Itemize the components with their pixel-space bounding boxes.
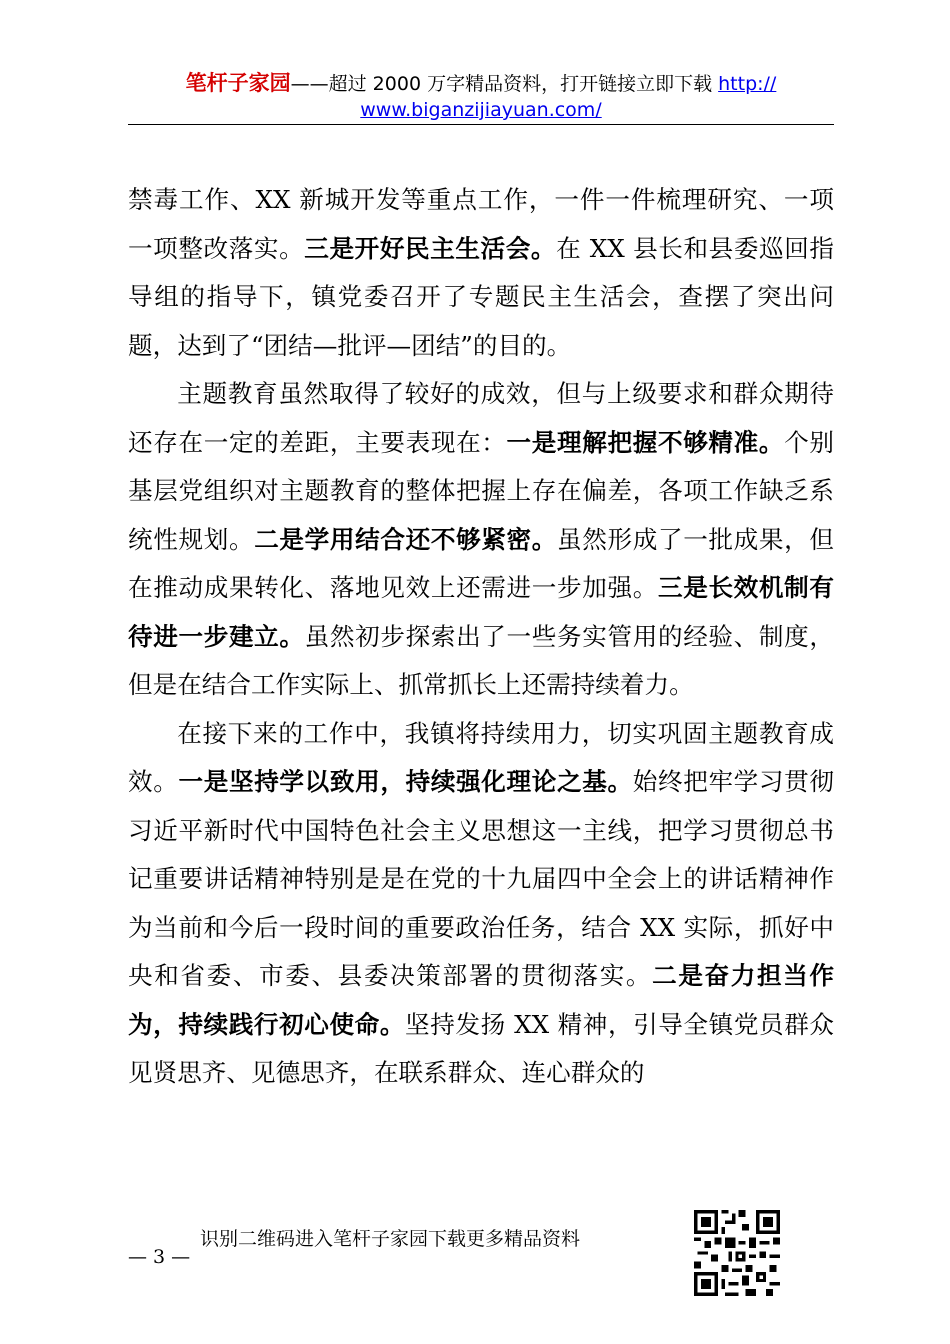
- text-run: 虽然初步探索出了一些务实管用的经验、制度，但是在结合工作实际上、抓常抓长上还需持续着力。: [128, 621, 834, 699]
- text-run: 坚持发扬 XX 精神，引导全镇党员群众见贤思齐、见德思齐，在联系群众、连心群众的: [128, 1009, 834, 1087]
- page-number: — 3 —: [128, 1246, 191, 1268]
- body-paragraph: [128, 370, 834, 710]
- qr-code-icon[interactable]: [694, 1210, 780, 1296]
- text-run: 主题教育虽然取得了较好的成效，但与上级要求和群众期待还存在一定的差距，主要表现在：: [128, 379, 834, 457]
- body-paragraph: [128, 176, 834, 370]
- text-run: 禁毒工作、XX 新城开发等重点工作，一件一件梳理研究、一项一项整改落实。: [128, 185, 834, 263]
- site-link-part1[interactable]: http://: [718, 73, 777, 95]
- text-run: 在接下来的工作中，我镇将持续用力，切实巩固主题教育成效。: [128, 718, 834, 796]
- text-run: 虽然形成了一批成果，但在推动成果转化、落地见效上还需进一步加强。: [128, 524, 834, 602]
- footer-note: 识别二维码进入笔杆子家园下载更多精品资料: [200, 1228, 581, 1250]
- page-header: [128, 70, 834, 123]
- header-tagline: ——超过 2000 万字精品资料，打开链接立即下载: [290, 73, 719, 95]
- body-paragraph: [128, 710, 834, 1098]
- text-run: 始终把牢学习贯彻习近平新时代中国特色社会主义思想这一主线，把学习贯彻总书记重要讲话精神特别是是在党的十九届四中全会上的讲话精神作为当前和今后一段时间的重要政治任务，结合 XX 实际，抓好中央和省委、市委、县委决策部署的贯彻落实。: [128, 767, 834, 990]
- site-link-part2[interactable]: www.biganzijiayuan.com/: [360, 99, 602, 121]
- page-footer: [128, 1218, 688, 1268]
- header-divider: [128, 124, 834, 125]
- text-run: 个别基层党组织对主题教育的整体把握上存在偏差，各项工作缺乏系统性规划。: [128, 427, 834, 554]
- bold-heading-run: 三是开好民主生活会。: [304, 233, 557, 263]
- bold-heading-run: 一是理解把握不够精准。: [506, 427, 785, 457]
- bold-heading-run: 三是长效机制有待进一步建立。: [128, 573, 834, 651]
- bold-heading-run: 二是学用结合还不够紧密。: [254, 524, 558, 554]
- bold-heading-run: 二是奋力担当作为，持续践行初心使命。: [128, 961, 834, 1039]
- site-brand: 笔杆子家园: [185, 71, 291, 95]
- document-body: [128, 176, 834, 1098]
- bold-heading-run: 一是坚持学以致用，持续强化理论之基。: [178, 767, 633, 796]
- text-run: 在 XX 县长和县委巡回指导组的指导下，镇党委召开了专题民主生活会，查摆了突出问题，达到了“团结—批评—团结”的目的。: [128, 233, 834, 360]
